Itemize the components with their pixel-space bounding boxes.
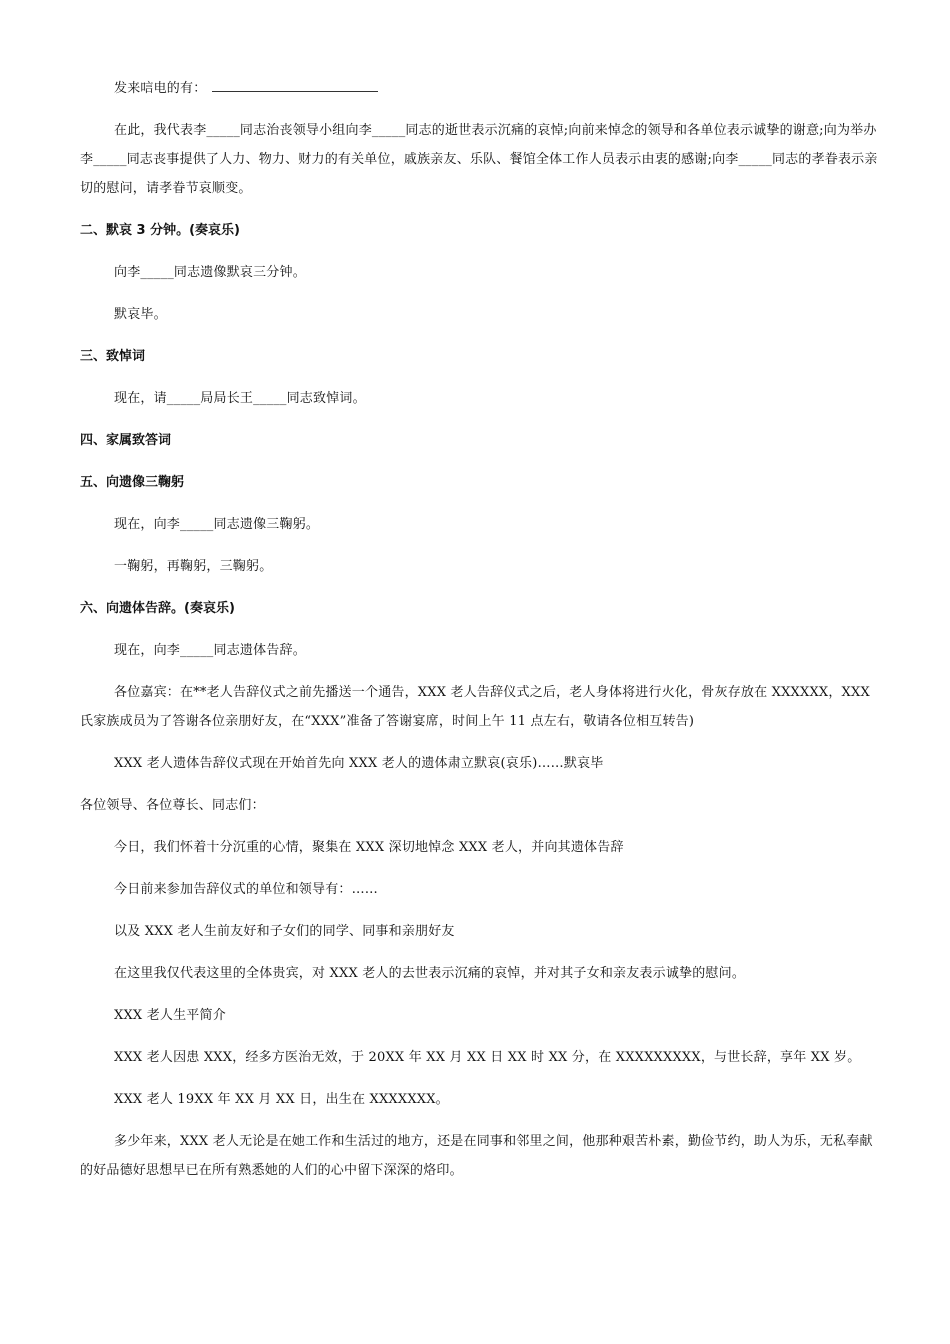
paragraph: 今日前来参加告辞仪式的单位和领导有：…… <box>114 882 379 897</box>
paragraph: 向李_____同志遗像默哀三分钟。 <box>114 265 306 280</box>
condolence-label: 发来唁电的有： <box>114 81 207 96</box>
paragraph: 现在，请_____局局长王_____同志致悼词。 <box>114 391 366 406</box>
paragraph: 多少年来，XXX 老人无论是在她工作和生活过的地方，还是在同事和邻里之间，他那种艰苦朴素，勤俭节约，助人为乐，无私奉献的好品德好思想早已在所有熟悉她的人们的心中留下深深的烙印。 <box>80 1134 873 1178</box>
paragraph-notice: 各位嘉宾：在**老人告辞仪式之前先播送一个通告，XXX 老人告辞仪式之后，老人身体将进行火化，骨灰存放在 XXXXXX，XXX 氏家族成员为了答谢各位亲朋好友，在“XXX”准备了答谢宴席，时间上午 11 点左右，敬请各位相互转告) <box>80 685 875 729</box>
paragraph: 今日，我们怀着十分沉重的心情，聚集在 XXX 深切地悼念 XXX 老人，并向其遗体告辞 <box>114 840 624 855</box>
paragraph: 默哀毕。 <box>114 307 167 322</box>
paragraph: 在这里我仅代表这里的全体贵宾，对 XXX 老人的去世表示沉痛的哀悼，并对其子女和亲友表示诚挚的慰问。 <box>114 966 746 981</box>
paragraph: 以及 XXX 老人生前友好和子女们的同学、同事和亲朋好友 <box>114 924 455 939</box>
section-heading-family-reply: 四、家属致答词 <box>80 433 172 448</box>
condolence-line <box>80 74 880 103</box>
section-heading-bow: 五、向遗像三鞠躬 <box>80 475 185 490</box>
paragraph: XXX 老人 19XX 年 XX 月 XX 日，出生在 XXXXXXX。 <box>114 1092 449 1107</box>
document-page <box>80 74 880 1198</box>
section-heading-farewell: 六、向遗体告辞。(奏哀乐) <box>80 601 235 616</box>
paragraph: 一鞠躬，再鞠躬，三鞠躬。 <box>114 559 273 574</box>
section-heading-eulogy: 三、致悼词 <box>80 349 146 364</box>
paragraph: 现在，向李_____同志遗体告辞。 <box>114 643 306 658</box>
salutation: 各位领导、各位尊长、同志们： <box>80 798 265 813</box>
paragraph-thanks: 在此，我代表李_____同志治丧领导小组向李_____同志的逝世表示沉痛的哀悼;向前来悼念的领导和各单位表示诚挚的谢意;向为举办李_____同志丧事提供了人力、物力、财力的有关单位，戚族亲友、乐队、餐馆全体工作人员表示由衷的感谢;向李_____同志的孝眷表示亲切的慰问，请孝眷节哀顺变。 <box>80 123 878 196</box>
paragraph: 现在，向李_____同志遗像三鞠躬。 <box>114 517 320 532</box>
paragraph: XXX 老人因患 XXX，经多方医治无效，于 20XX 年 XX 月 XX 日 XX 时 XX 分，在 XXXXXXXXX，与世长辞，享年 XX 岁。 <box>114 1050 861 1065</box>
fill-in-blank <box>212 79 378 92</box>
biography-title: XXX 老人生平简介 <box>114 1008 226 1023</box>
paragraph: XXX 老人遗体告辞仪式现在开始首先向 XXX 老人的遗体肃立默哀(哀乐)……默哀毕 <box>114 756 604 771</box>
section-heading-silence: 二、默哀 3 分钟。(奏哀乐) <box>80 223 240 238</box>
